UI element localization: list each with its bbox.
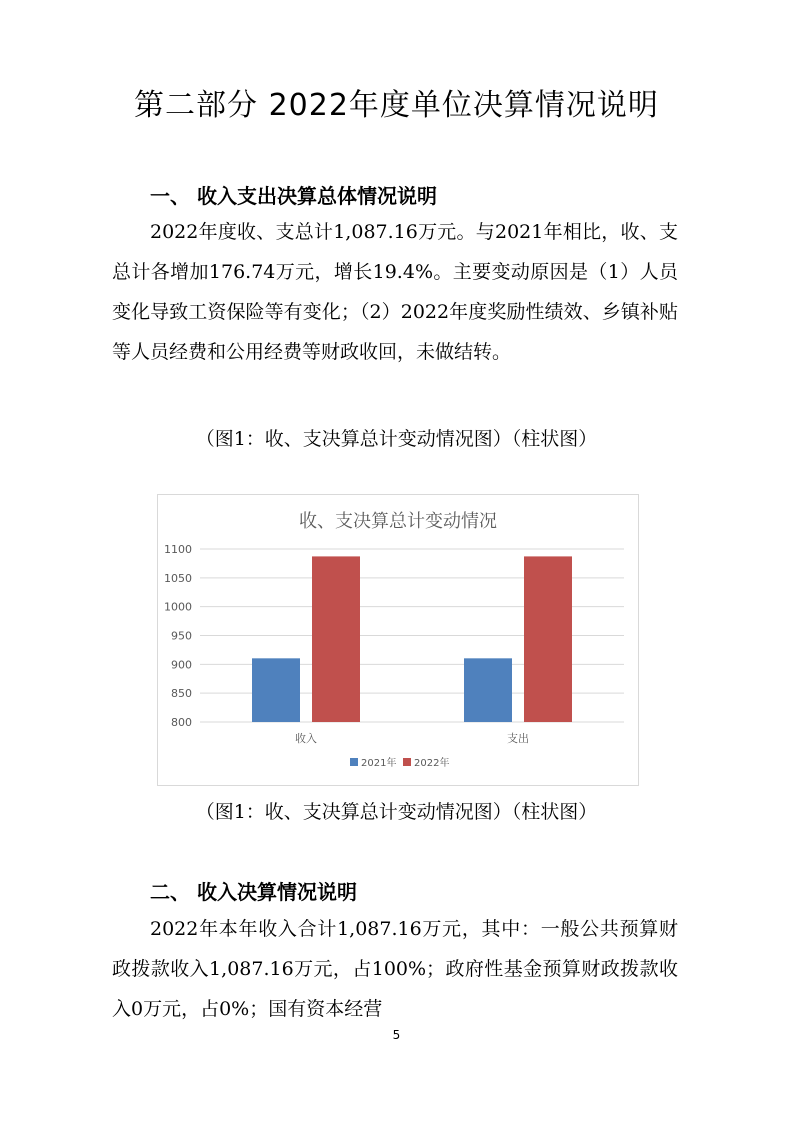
legend-swatch (350, 758, 358, 766)
y-tick-label: 800 (171, 716, 192, 729)
legend-entry: 2021年 (361, 758, 397, 769)
bar-2022年-支出 (524, 556, 572, 722)
y-tick-label: 900 (171, 658, 192, 672)
bar-2021年-支出 (464, 658, 512, 722)
y-tick-label: 950 (171, 629, 192, 643)
figure-caption-above: （图1：收、支决算总计变动情况图）（柱状图） (195, 428, 598, 450)
chart-svg (158, 495, 638, 785)
section-2-paragraph: 2022年本年收入合计1,087.16万元，其中：一般公共预算财政拨款收入1,087.16万元，占100%；政府性基金预算财政拨款收入0万元，占0%；国有资本经营 (112, 918, 678, 1020)
y-tick-label: 1050 (164, 571, 192, 585)
chart-title: 收、支决算总计变动情况 (299, 511, 497, 532)
section-heading-1: 一、 收入支出决算总体情况说明 (150, 184, 437, 208)
y-tick-label: 1100 (164, 543, 192, 556)
legend-swatch (403, 758, 411, 766)
section-1-paragraph: 2022年度收、支总计1,087.16万元。与2021年相比，收、支总计各增加176.74万元，增长19.4%。主要变动原因是（1）人员变化导致工资保险等有变化；（2）2022年度奖励性绩效、乡镇补贴等人员经费和公用经费等财政收回，未做结转。 (112, 221, 678, 363)
x-tick-label: 支出 (507, 732, 529, 745)
page-number: 5 (392, 1028, 401, 1042)
legend-entry: 2022年 (414, 758, 450, 769)
bar-2021年-收入 (252, 658, 300, 722)
y-tick-label: 1000 (164, 600, 192, 614)
figure-caption-below: （图1：收、支决算总计变动情况图）（柱状图） (195, 801, 598, 823)
y-tick-label: 850 (171, 687, 192, 701)
page-title: 第二部分 2022年度单位决算情况说明 (134, 88, 659, 123)
bar-chart (157, 494, 639, 786)
bar-2022年-收入 (312, 556, 360, 722)
section-heading-2: 二、 收入决算情况说明 (150, 880, 357, 904)
x-tick-label: 收入 (295, 732, 317, 745)
